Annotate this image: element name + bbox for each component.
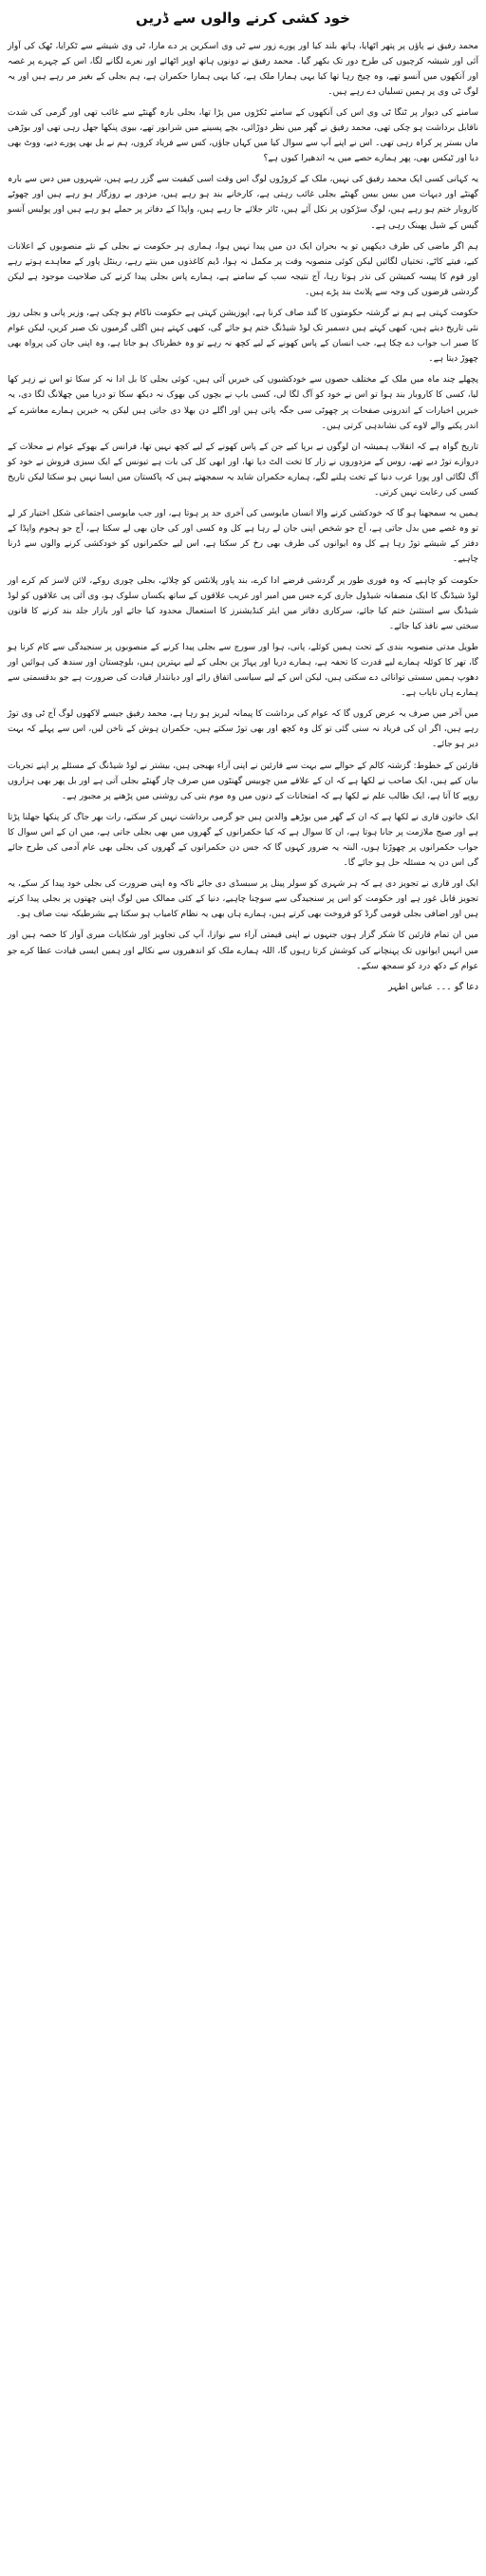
column-body — [8, 39, 478, 974]
paragraph: قارئین کے خطوط: گزشتہ کالم کے حوالے سے بہت سے قارئین نے اپنی آراء بھیجی ہیں، بیشتر نے لوڈ شیڈنگ کے مسئلے پر اپنے تجربات بیان کیے ہیں، ایک صاحب نے لکھا ہے کہ ان کے علاقے میں چوبیس گھنٹوں میں صرف چار گھنٹے بجلی آتی ہے اور بل پھر بھی ہزاروں روپے کا آتا ہے، ایک طالب علم نے لکھا ہے کہ امتحانات کے دنوں میں وہ موم بتی کی روشنی میں پڑھنے پر مجبور ہے۔ — [8, 761, 478, 801]
paragraph: محمد رفیق نے پاؤں پر پتھر اٹھایا، ہاتھ بلند کیا اور پورے زور سے ٹی وی اسکرین پر دے مارا، ٹی وی شیشے سے ٹکرایا، ٹھک کی آواز آئی اور شیشہ کرچیوں کی طرح دور تک بکھر گیا۔ محمد رفیق نے دونوں ہاتھ اوپر اٹھائے اور نعرے لگانے لگا، اس کے چہرے پر غصہ اور آنکھوں میں آنسو تھے، وہ چیخ رہا تھا کیا یہی ہمارا ملک ہے، کیا یہی ہمارا حکمران ہے، ہم بجلی کے بغیر مر رہے ہیں اور یہ لوگ ٹی وی پر ہمیں تسلیاں دے رہے ہیں۔ — [8, 41, 478, 97]
column-title: خود کشی کرنے والوں سے ڈریں — [136, 9, 350, 27]
author-signature: دعا گو ۔۔۔ عباس اطہر — [387, 981, 478, 992]
paragraph: حکومت کہتی ہے ہم نے گزشتہ حکومتوں کا گند صاف کرنا ہے، اپوزیشن کہتی ہے حکومت ناکام ہو چکی ہے، وزیر پانی و بجلی روز نئی تاریخ دیتے ہیں، کبھی کہتے ہیں دسمبر تک لوڈ شیڈنگ ختم ہو جائے گی، کبھی کہتے ہیں اگلی گرمیوں تک صبر کریں، لیکن عوام کا صبر اب جواب دے چکا ہے، جب انسان کے پاس کھونے کے لیے کچھ نہ رہے تو وہ خطرناک ہو جاتا ہے، وہ اپنی جان کی پرواہ بھی چھوڑ دیتا ہے۔ — [8, 309, 478, 365]
paragraph: سامنے کی دیوار پر ٹنگا ٹی وی اس کی آنکھوں کے سامنے ٹکڑوں میں پڑا تھا، بجلی بارہ گھنٹے سے غائب تھی اور گرمی کی شدت ناقابل برداشت ہو چکی تھی، محمد رفیق نے گھر میں نظر دوڑائی، بچے پسینے میں شرابور تھے، بیوی پنکھا جھل رہی تھی اور بوڑھی ماں بستر پر کراہ رہی تھی۔ اس نے اپنے آپ سے سوال کیا میں کہاں جاؤں، کس سے فریاد کروں، ہم نے بل بھی پورے دیے، ووٹ بھی دیا اور ٹیکس بھی، پھر ہمارے حصے میں یہ اندھیرا کیوں ہے؟ — [8, 107, 478, 164]
paragraph: ہمیں یہ سمجھنا ہو گا کہ خودکشی کرنے والا انسان مایوسی کی آخری حد پر ہوتا ہے، اور جب مایوسی اجتماعی شکل اختیار کر لے تو وہ غصے میں بدل جاتی ہے، آج جو شخص اپنی جان لے رہا ہے کل وہ کسی اور کی جان بھی لے سکتا ہے، آج جو ہجوم واپڈا کے دفتر کے شیشے توڑ رہا ہے کل وہ ایوانوں کی طرف بھی رخ کر سکتا ہے، اس لیے حکمرانوں کو خودکشی کرنے والوں سے ڈرنا چاہیے۔ — [8, 509, 478, 565]
paragraph: میں آخر میں صرف یہ عرض کروں گا کہ عوام کی برداشت کا پیمانہ لبریز ہو رہا ہے، محمد رفیق جیسے لاکھوں لوگ آج ٹی وی توڑ رہے ہیں، اگر ان کی فریاد نہ سنی گئی تو کل وہ کچھ اور بھی توڑ سکتے ہیں، حکمران ہوش کے ناخن لیں، اس سے پہلے کہ بہت دیر ہو جائے۔ — [8, 709, 478, 750]
paragraph: پچھلے چند ماہ میں ملک کے مختلف حصوں سے خودکشیوں کی خبریں آئی ہیں، کوئی بجلی کا بل ادا نہ کر سکا تو اس نے زہر کھا لیا، کسی کا کاروبار بند ہوا تو اس نے خود کو آگ لگا لی، کسی باپ نے بچوں کی بھوک نہ دیکھ سکا تو دریا میں چھلانگ لگا دی، یہ خبریں اخبارات کے اندرونی صفحات پر چھوٹی سی جگہ پاتی ہیں اور اگلے دن بھلا دی جاتی ہیں لیکن یہ خبریں ہمارے معاشرے کے اندر پکنے والے لاوے کی نشاندہی کرتی ہیں۔ — [8, 375, 478, 431]
paragraph: تاریخ گواہ ہے کہ انقلاب ہمیشہ ان لوگوں نے برپا کیے جن کے پاس کھونے کے لیے کچھ نہیں تھا، فرانس کے بھوکے عوام نے محلات کے دروازے توڑ دیے تھے، روس کے مزدوروں نے زار کا تخت الٹ دیا تھا، اور ابھی کل کی بات ہے تیونس کے ایک سبزی فروش نے خود کو آگ لگائی اور پورا عرب دنیا کے تخت ہلنے لگے، ہمارے حکمران شاید یہ سمجھتے ہیں کہ پاکستان میں ایسا نہیں ہو سکتا لیکن تاریخ کسی کی رعایت نہیں کرتی۔ — [8, 442, 478, 498]
paragraph: میں ان تمام قارئین کا شکر گزار ہوں جنہوں نے اپنی قیمتی آراء سے نوازا، آپ کی تجاویز اور شکایات میری آواز کا حصہ ہیں اور میں انہیں ایوانوں تک پہنچانے کی کوشش کرتا رہوں گا، اللہ ہمارے ملک کو اندھیروں سے نکالے اور ہمیں ایسی قیادت عطا کرے جو عوام کے دکھ درد کو سمجھ سکے۔ — [8, 931, 478, 971]
paragraph: طویل مدتی منصوبہ بندی کے تحت ہمیں کوئلے، پانی، ہوا اور سورج سے بجلی پیدا کرنے کے منصوبوں پر سنجیدگی سے کام کرنا ہو گا، تھر کا کوئلہ ہمارے لیے قدرت کا تحفہ ہے، ہمارے دریا اور پہاڑ پن بجلی کے لیے بہترین ہیں، بلوچستان اور سندھ کی ہوائیں اور دھوپ ہمیں سستی توانائی دے سکتی ہیں، لیکن اس کے لیے سیاسی اتفاق رائے اور دیانتدار قیادت کی ضرورت ہے جو بدقسمتی سے ہمارے ہاں نایاب ہے۔ — [8, 642, 478, 699]
paragraph: ایک خاتون قاری نے لکھا ہے کہ ان کے گھر میں بوڑھے والدین ہیں جو گرمی برداشت نہیں کر سکتے، رات بھر جاگ کر پنکھا جھلنا پڑتا ہے اور صبح ملازمت پر جانا ہوتا ہے، ان کا سوال ہے کہ کیا حکمرانوں کے گھروں میں بھی بجلی جاتی ہے، میں ان کے اس سوال کا جواب حکمرانوں پر چھوڑتا ہوں، البتہ یہ ضرور کہوں گا کہ جس دن حکمرانوں کے گھروں کی بجلی بھی عام آدمی کی طرح جائے گی اس دن یہ مسئلہ حل ہو جائے گا۔ — [8, 812, 478, 869]
paragraph: ایک اور قاری نے تجویز دی ہے کہ ہر شہری کو سولر پینل پر سبسڈی دی جائے تاکہ وہ اپنی ضرورت کی بجلی خود پیدا کر سکے، یہ تجویز قابل غور ہے اور حکومت کو اس پر سنجیدگی سے سوچنا چاہیے، دنیا کے کئی ممالک میں لوگ اپنی چھتوں پر بجلی پیدا کرتے ہیں اور اضافی بجلی قومی گرڈ کو فروخت بھی کرتے ہیں، ہمارے ہاں بھی یہ نظام کامیاب ہو سکتا ہے بشرطیکہ نیت صاف ہو۔ — [8, 879, 478, 920]
paragraph: حکومت کو چاہیے کہ وہ فوری طور پر گردشی قرضے ادا کرے، بند پاور پلانٹس کو چلائے، بجلی چوری روکے، لائن لاسز کم کرے اور لوڈ شیڈنگ کا ایک منصفانہ شیڈول جاری کرے جس میں امیر اور غریب علاقوں کے ساتھ یکساں سلوک ہو، وی آئی پی علاقوں کو لوڈ شیڈنگ سے استثنیٰ ختم کیا جائے، سرکاری دفاتر میں ایئر کنڈیشنرز کا استعمال محدود کیا جائے اور بازار جلد بند کرنے کا قانون سختی سے نافذ کیا جائے۔ — [8, 575, 478, 631]
paragraph: ہم اگر ماضی کی طرف دیکھیں تو یہ بحران ایک دن میں پیدا نہیں ہوا، ہماری ہر حکومت نے بجلی کے نئے منصوبوں کے اعلانات کیے، فیتے کاٹے، تختیاں لگائیں لیکن کوئی منصوبہ وقت پر مکمل نہ ہوا، ڈیم کاغذوں میں بنتے رہے، رینٹل پاور کے معاہدے ہوتے رہے اور قوم کا پیسہ کمیشن کی نذر ہوتا رہا، آج نتیجہ سب کے سامنے ہے، ہمارے پاس بجلی پیدا کرنے کی صلاحیت موجود ہے لیکن گردشی قرضوں کی وجہ سے پلانٹ بند پڑے ہیں۔ — [8, 241, 478, 297]
paragraph: یہ کہانی کسی ایک محمد رفیق کی نہیں، ملک کے کروڑوں لوگ اس وقت اسی کیفیت سے گزر رہے ہیں، شہروں میں دس سے بارہ گھنٹے اور دیہات میں بیس بیس گھنٹے بجلی غائب رہتی ہے، کارخانے بند ہو رہے ہیں، مزدور بے روزگار ہو رہے ہیں اور چھوٹے کاروبار ختم ہو رہے ہیں، لوگ سڑکوں پر نکل آئے ہیں، ٹائر جلائے جا رہے ہیں، واپڈا کے دفاتر پر حملے ہو رہے ہیں اور پولیس آنسو گیس کے شیل پھینک رہی ہے۔ — [8, 175, 478, 231]
